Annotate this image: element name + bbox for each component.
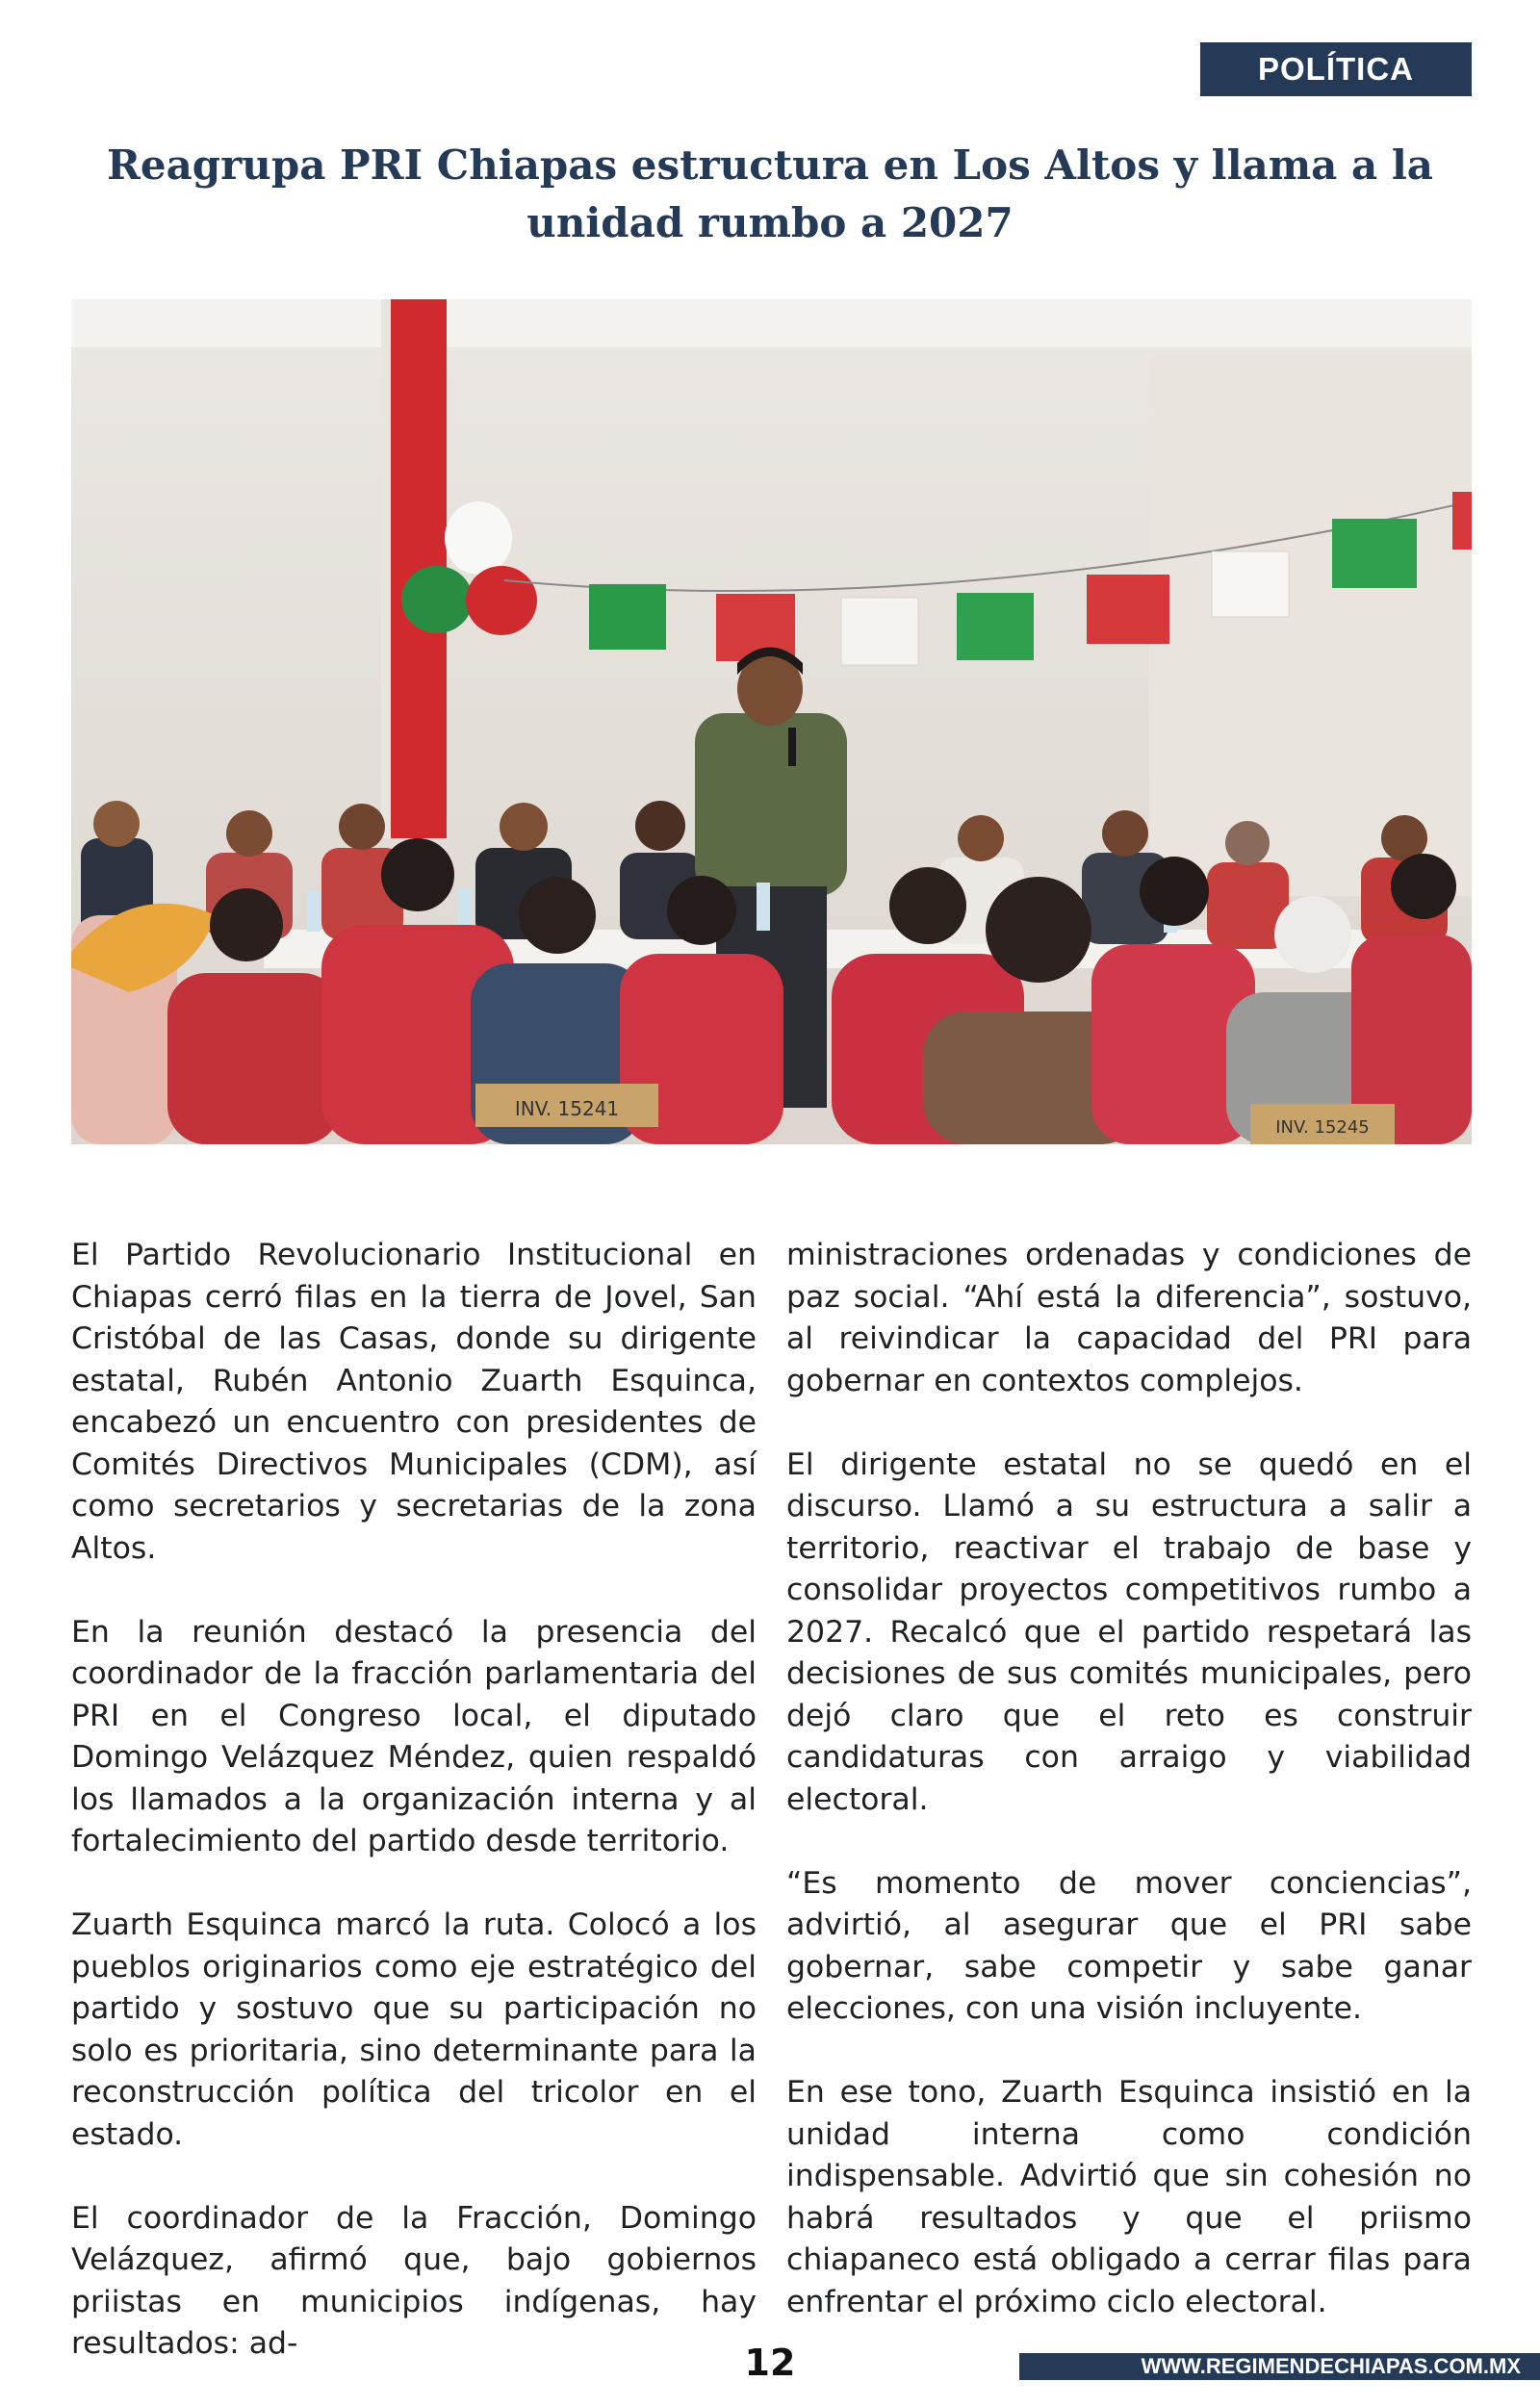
paragraph: “Es momento de mover conciencias”, advirtió, al asegurar que el PRI sabe gobernar, sabe competir y sabe ganar elecciones, con una visión incluyente. — [786, 1865, 1472, 2026]
article-column-right — [786, 1235, 1472, 2366]
side-wall — [1149, 357, 1472, 896]
column-edge — [381, 299, 391, 838]
event-photo-illustration — [71, 299, 1472, 1144]
ceiling — [71, 299, 1472, 347]
article-column-left — [71, 1235, 757, 2407]
svg-text:INV. 15245: INV. 15245 — [1275, 1117, 1370, 1138]
headline-line-2: unidad rumbo a 2027 — [526, 199, 1014, 246]
website-link[interactable]: WWW.REGIMENDECHIAPAS.COM.MX — [1019, 2353, 1540, 2380]
paragraph: En la reunión destacó la presencia del coordinador de la fracción parlamentaria del PRI en el Congreso local, el diputado Domingo Velázquez Méndez, quien respaldó los llamados a la organización interna y al fortalecimiento del partido desde territorio. — [71, 1614, 757, 1858]
section-tag: POLÍTICA — [1200, 42, 1472, 96]
paragraph: En ese tono, Zuarth Esquinca insistió en la unidad interna como condición indispensable. Advirtió que sin cohesión no habrá resultados y que el priismo chiapaneco está obligado a cerrar filas para enfrentar el próximo ciclo electoral. — [786, 2075, 1472, 2319]
headline-line-1: Reagrupa PRI Chiapas estructura en Los Altos y llama a la — [106, 141, 1434, 189]
paragraph: El dirigente estatal no se quedó en el discurso. Llamó a su estructura a salir a territorio, reactivar el trabajo de base y consolidar proyectos competitivos rumbo a 2027. Recalcó que el partido respetará las decisiones de sus comités municipales, pero dejó claro que el reto es construir candidaturas con arraigo y viabilidad electoral. — [786, 1447, 1472, 1817]
page-number: 12 — [744, 2342, 796, 2384]
paragraph: ministraciones ordenadas y condiciones de paz social. “Ahí está la diferencia”, sostuvo, al reivindicar la capacidad del PRI para gobernar en contextos complejos. — [786, 1238, 1472, 1398]
svg-text:INV. 15241: INV. 15241 — [514, 1097, 620, 1120]
paragraph: Zuarth Esquinca marcó la ruta. Colocó a los pueblos originarios como eje estratégico del partido y sostuvo que su participación no solo es prioritaria, sino determinante para la reconstrucción política del tricolor en el estado. — [71, 1908, 757, 2152]
chair-back-1 — [475, 1084, 658, 1127]
event-photo — [71, 299, 1472, 1144]
headline — [77, 137, 1463, 252]
paragraph: El Partido Revolucionario Institucional en Chiapas cerró filas en la tierra de Jovel, San Cristóbal de las Casas, donde su dirigente estatal, Rubén Antonio Zuarth Esquinca, encabezó un encuentro con presidentes de Comités Directivos Municipales (CDM), así como secretarios y secretarias de la zona Altos. — [71, 1238, 757, 1566]
chair-back-2 — [1250, 1104, 1395, 1144]
paragraph: El coordinador de la Fracción, Domingo Velázquez, afirmó que, bajo gobiernos priistas en municipios indígenas, hay resultados: ad- — [71, 2200, 757, 2361]
